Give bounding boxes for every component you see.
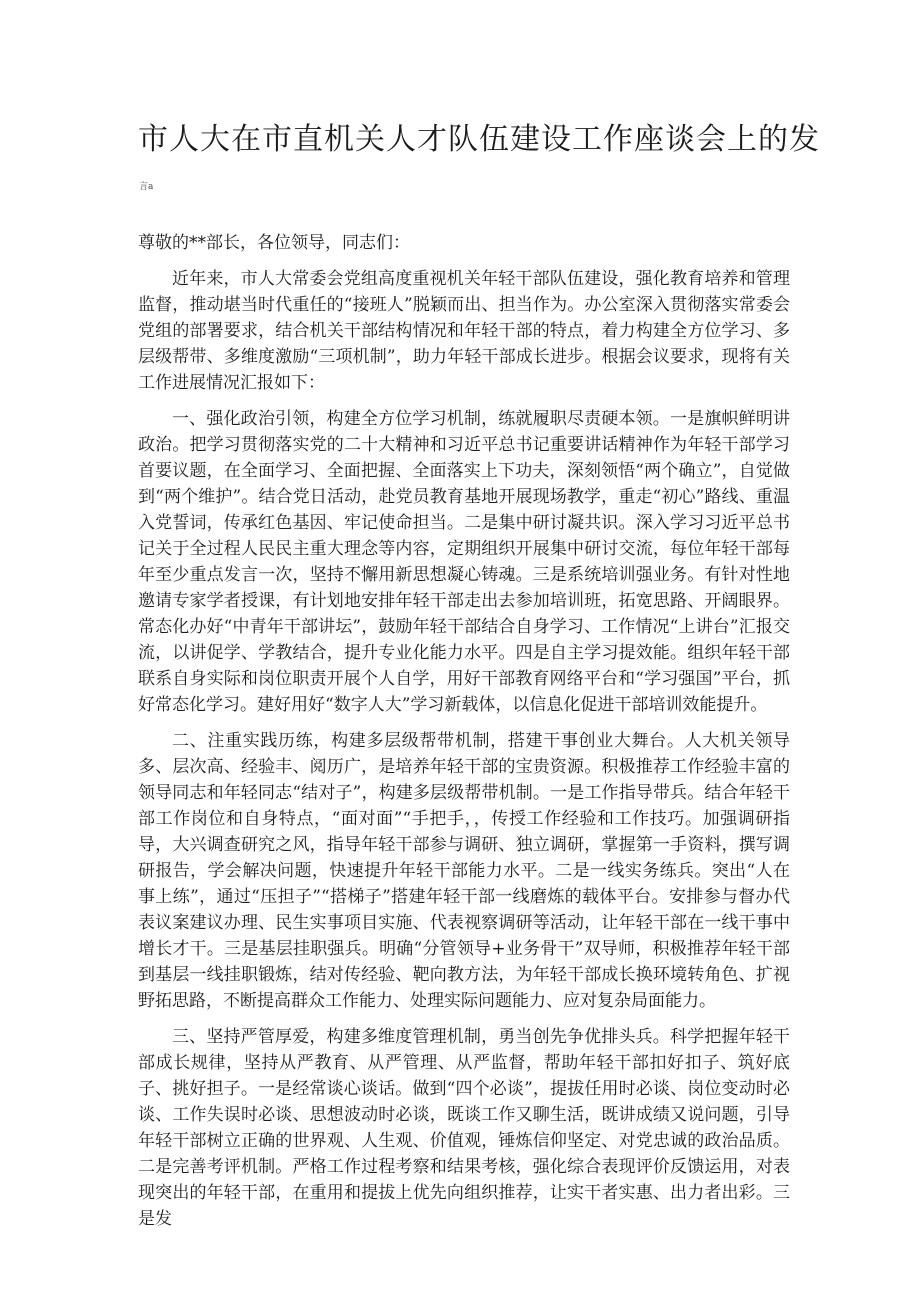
document-body (138, 230, 790, 1232)
paragraph-section-1: 一、强化政治引领，构建全方位学习机制，练就履职尽责硬本领。一是旗帜鲜明讲政治。把学习贯彻落实党的二十大精神和习近平总书记重要讲话精神作为年轻干部学习首要议题，在全面学习、全面把握、全面落实上下功夫，深刻领悟“两个确立”，自觉做到“两个维护”。结合党日活动，赴党员教育基地开展现场教学，重走“初心”路线、重温入党誓词，传承红色基因、牢记使命担当。二是集中研讨凝共识。深入学习习近平总书记关于全过程人民民主重大理念等内容，定期组织开展集中研讨交流，每位年轻干部每年至少重点发言一次，坚持不懈用新思想凝心铸魂。三是系统培训强业务。有针对性地邀请专家学者授课，有计划地安排年轻干部走出去参加培训班，拓宽思路、开阔眼界。常态化办好“中青年干部讲坛”，鼓励年轻干部结合自身学习、工作情况“上讲台”汇报交流，以讲促学、学教结合，提升专业化能力水平。四是自主学习提效能。组织年轻干部联系自身实际和岗位职责开展个人自学，用好干部教育网络平台和“学习强国”平台，抓好常态化学习。建好用好“数字人大”学习新载体，以信息化促进干部培训效能提升。 (138, 409, 790, 715)
document-title: 市人大在市直机关人才队伍建设工作座谈会上的发 (138, 122, 820, 157)
paragraph-intro: 近年来，市人大常委会党组高度重视机关年轻干部队伍建设，强化教育培养和管理监督，推动堪当时代重任的“接班人”脱颖而出、担当作为。办公室深入贯彻落实常委会党组的部署要求，结合机关干部结构情况和年轻干部的特点，着力构建全方位学习、多层级帮带、多维度激励“三项机制”，助力年轻干部成长进步。根据会议要求，现将有关工作进展情况汇报如下： (138, 269, 790, 393)
document-title-continuation: 言a (139, 182, 154, 192)
paragraph-section-2: 二、注重实践历练，构建多层级帮带机制，搭建干事创业大舞台。人大机关领导多、层次高、经验丰、阅历广，是培养年轻干部的宝贵资源。积极推荐工作经验丰富的领导同志和年轻同志“结对子”，构建多层级帮带机制。一是工作指导带兵。结合年轻干部工作岗位和自身特点，“面对面”“手把手，，传授工作经验和工作技巧。加强调研指导，大兴调查研究之风，指导年轻干部参与调研、独立调研，掌握第一手资料，撰写调研报告，学会解决问题，快速提升年轻干部能力水平。二是一线实务练兵。突出“人在事上练”，通过“压担子”“搭梯子”搭建年轻干部一线磨炼的载体平台。安排参与督办代表议案建议办理、民生实事项目实施、代表视察调研等活动，让年轻干部在一线干事中增长才干。三是基层挂职强兵。明确“分管领导+业务骨干”双导师，积极推荐年轻干部到基层一线挂职锻炼，结对传经验、靶向教方法，为年轻干部成长换环境转角色、扩视野拓思路，不断提高群众工作能力、处理实际问题能力、应对复杂局面能力。 (138, 731, 790, 1011)
salutation: 尊敬的**部长，各位领导，同志们： (138, 233, 410, 253)
paragraph-section-3: 三、坚持严管厚爱，构建多维度管理机制，勇当创先争优排头兵。科学把握年轻干部成长规律，坚持从严教育、从严管理、从严监督，帮助年轻干部扣好扣子、筑好底子、挑好担子。一是经常谈心谈话。做到“四个必谈”，提拔任用时必谈、岗位变动时必谈、工作失误时必谈、思想波动时必谈，既谈工作又聊生活，既讲成绩又说问题，引导年轻干部树立正确的世界观、人生观、价值观，锤炼信仰坚定、对党忠诚的政治品质。二是完善考评机制。严格工作过程考察和结果考核，强化综合表现评价反馈运用，对表现突出的年轻干部，在重用和提拔上优先向组织推荐，让实干者实惠、出力者出彩。三是发 (138, 1027, 790, 1229)
